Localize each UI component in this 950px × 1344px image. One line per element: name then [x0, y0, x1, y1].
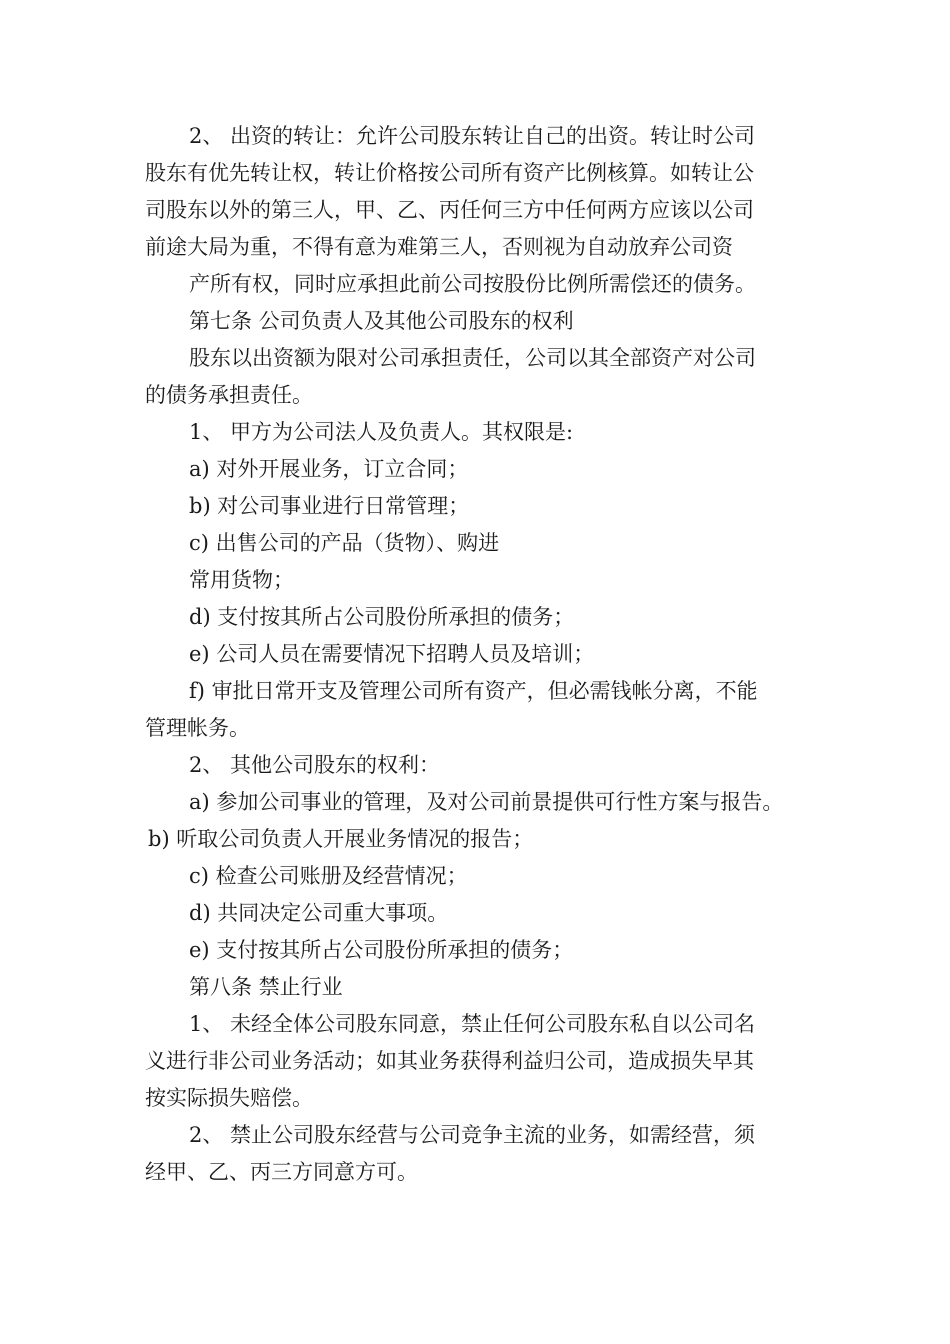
paragraph-line: 2、 出资的转让：允许公司股东转让自己的出资。转让时公司 [189, 124, 756, 148]
paragraph-line: 司股东以外的第三人，甲、乙、丙任何三方中任何两方应该以公司 [145, 198, 754, 222]
list-item: 按实际损失赔偿。 [145, 1086, 313, 1110]
list-item: b) 听取公司负责人开展业务情况的报告； [148, 827, 534, 851]
list-item: a) 对外开展业务，订立合同； [189, 457, 469, 481]
paragraph-line: 产所有权，同时应承担此前公司按股份比例所需偿还的债务。 [189, 272, 756, 296]
list-item: b) 对公司事业进行日常管理； [189, 494, 470, 518]
list-item: a) 参加公司事业的管理，及对公司前景提供可行性方案与报告。 [189, 790, 784, 814]
list-item: c) 出售公司的产品（货物）、购进 [189, 531, 500, 555]
section-heading: 第八条 禁止行业 [189, 975, 343, 999]
list-item: e) 公司人员在需要情况下招聘人员及培训； [189, 642, 595, 666]
list-item: d) 支付按其所占公司股份所承担的债务； [189, 605, 575, 629]
paragraph-line: 的债务承担责任。 [145, 383, 313, 407]
list-item: 1、 甲方为公司法人及负责人。其权限是: [189, 420, 574, 444]
list-item: 2、 其他公司股东的权利： [189, 753, 441, 777]
list-item: e) 支付按其所占公司股份所承担的债务； [189, 938, 574, 962]
paragraph-line: 股东以出资额为限对公司承担责任，公司以其全部资产对公司 [189, 346, 756, 370]
section-heading: 第七条 公司负责人及其他公司股东的权利 [189, 309, 574, 333]
list-item: f) 审批日常开支及管理公司所有资产，但必需钱帐分离，不能 [189, 679, 758, 703]
list-item: d) 共同决定公司重大事项。 [189, 901, 449, 925]
paragraph-line: 前途大局为重，不得有意为难第三人，否则视为自动放弃公司资 [145, 235, 733, 259]
list-item: 2、 禁止公司股东经营与公司竞争主流的业务，如需经营，须 [189, 1123, 756, 1147]
list-item: 经甲、乙、丙三方同意方可。 [145, 1160, 418, 1184]
list-item: 1、 未经全体公司股东同意，禁止任何公司股东私自以公司名 [189, 1012, 756, 1036]
list-item: 常用货物； [189, 568, 294, 592]
list-item: 义进行非公司业务活动；如其业务获得利益归公司，造成损失早其 [145, 1049, 754, 1073]
list-item: 管理帐务。 [145, 716, 250, 740]
list-item: c) 检查公司账册及经营情况； [189, 864, 468, 888]
paragraph-line: 股东有优先转让权，转让价格按公司所有资产比例核算。如转让公 [145, 161, 754, 185]
